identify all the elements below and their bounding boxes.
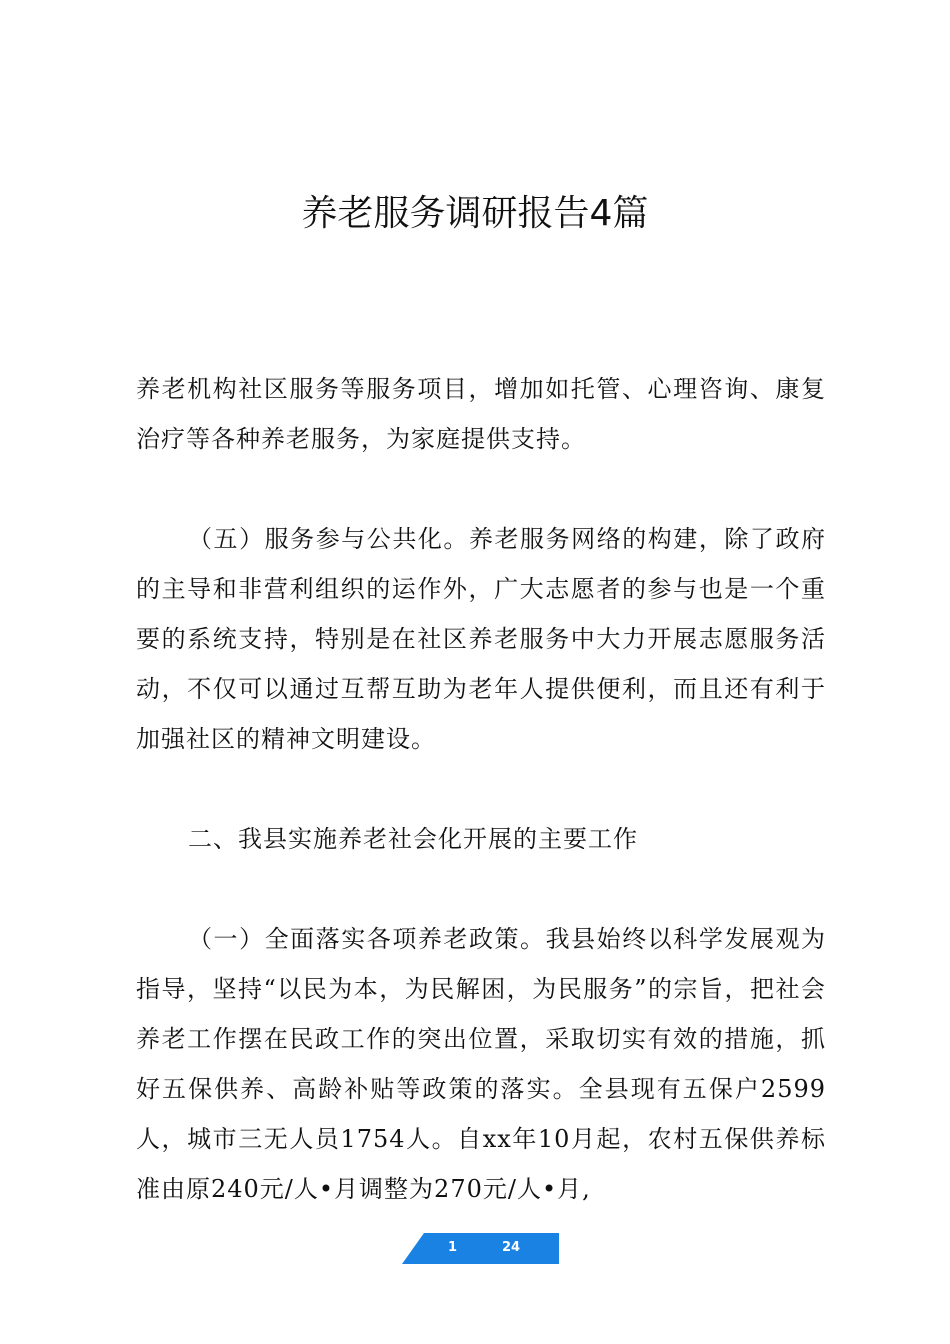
total-page-number: 24 <box>502 1240 521 1255</box>
section-heading-two: 二、我县实施养老社会化开展的主要工作 <box>188 825 638 853</box>
paragraph-section-five: （五）服务参与公共化。养老服务网络的构建，除了政府的主导和非营利组织的运作外，广大志愿者的参与也是一个重要的系统支持，特别是在社区养老服务中大力开展志愿服务活动，不仅可以通过互帮互助为老年人提供便利，而且还有利于加强社区的精神文明建设。 <box>136 525 826 753</box>
paragraph-continuation: 养老机构社区服务等服务项目，增加如托管、心理咨询、康复治疗等各种养老服务，为家庭提供支持。 <box>136 375 826 453</box>
page-number-tab <box>402 1233 559 1264</box>
paragraph-section-one: （一）全面落实各项养老政策。我县始终以科学发展观为指导，坚持“以民为本，为民解困，为民服务”的宗旨，把社会养老工作摆在民政工作的突出位置，采取切实有效的措施，抓好五保供养、高龄补贴等政策的落实。全县现有五保户2599人，城市三无人员1754人。自xx年10月起，农村五保供养标准由原240元/人•月调整为270元/人•月, <box>136 925 826 1203</box>
current-page-number: 1 <box>448 1240 458 1255</box>
document-body <box>136 364 826 1214</box>
paragraph-gap <box>136 864 826 914</box>
paragraph-gap <box>136 764 826 814</box>
paragraph-gap <box>136 464 826 514</box>
document-title: 养老服务调研报告4篇 <box>301 193 649 234</box>
